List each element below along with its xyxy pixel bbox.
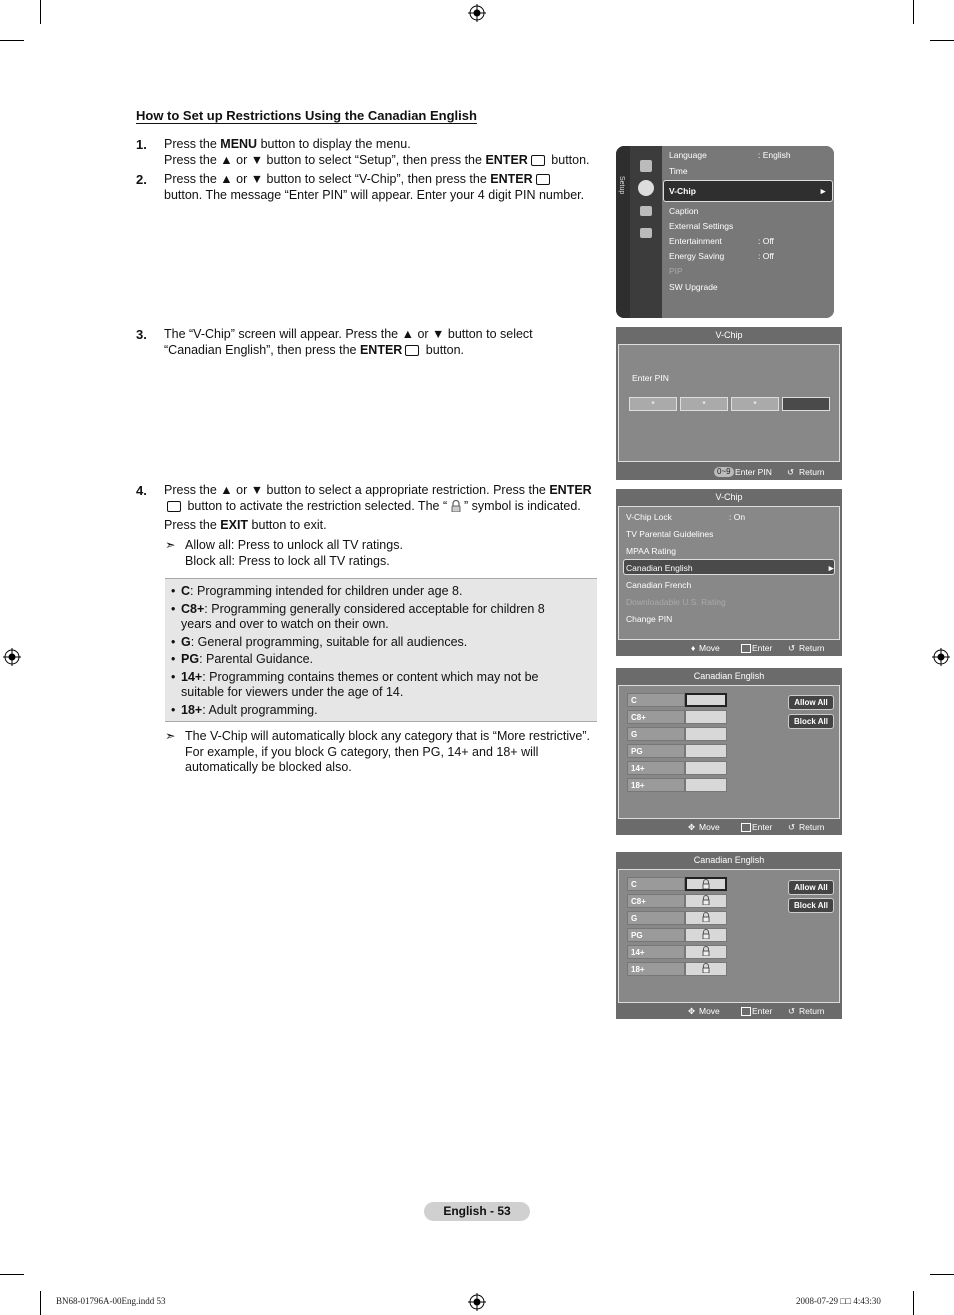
enter-icon — [405, 345, 419, 356]
allow-all-button[interactable]: Allow All — [788, 695, 834, 710]
canadian-english-locked-screen — [616, 852, 842, 1019]
return-icon: ↺ — [788, 1006, 796, 1016]
menu-item-tv-parental-guidelines[interactable]: TV Parental Guidelines — [626, 529, 714, 539]
selected-arrow-icon: ► — [827, 563, 836, 573]
crop-mark — [930, 40, 954, 41]
rating-lock-toggle[interactable] — [685, 894, 727, 908]
rating-label-g: G — [627, 727, 685, 741]
screen-footer: ♦ Move Enter ↺ Return — [616, 640, 842, 656]
lock-icon — [702, 929, 710, 939]
rating-label-c8: C8+ — [627, 894, 685, 908]
rating-lock-toggle[interactable] — [685, 727, 727, 741]
step-number: 4. — [136, 483, 147, 498]
lock-icon — [702, 963, 710, 973]
note-arrow-icon: ➣ — [165, 729, 176, 743]
ratings-definitions-box — [165, 578, 597, 722]
return-icon: ↺ — [787, 467, 795, 477]
step-number: 2. — [136, 172, 147, 187]
vchip-menu-screen: V-Chip V-Chip Lock : On TV Parental Guidelines MPAA Rating Canadian English ► Canadian French Downloadable U.S. Rating Change PIN ♦ Move Enter ↺ Return — [616, 489, 842, 656]
enter-pin-screen — [616, 327, 842, 480]
input-icon[interactable] — [640, 228, 652, 238]
menu-item-time[interactable]: Time — [669, 166, 688, 176]
menu-item-energy-saving[interactable]: Energy Saving — [669, 251, 725, 261]
menu-item-external-settings[interactable]: External Settings — [669, 221, 734, 231]
menu-item-canadian-english[interactable]: Canadian English — [626, 563, 693, 573]
note-arrow-icon: ➣ — [165, 538, 176, 552]
gear-icon[interactable] — [638, 180, 654, 196]
lock-icon — [451, 500, 461, 512]
menu-item-downloadable-us-rating: Downloadable U.S. Rating — [626, 597, 726, 607]
menu-item-pip: PIP — [669, 266, 683, 276]
crop-mark — [0, 40, 24, 41]
move-icon: ♦ — [691, 643, 696, 653]
list-item: • 18+: Adult programming. — [171, 703, 561, 719]
crop-mark — [40, 1291, 41, 1315]
rating-label-pg: PG — [627, 744, 685, 758]
move-icon: ✥ — [688, 822, 696, 832]
rating-label-c: C — [627, 877, 685, 891]
rating-lock-toggle[interactable] — [685, 693, 727, 707]
crop-mark — [930, 1274, 954, 1275]
registration-mark-icon — [932, 648, 950, 666]
timestamp-slug: 2008-07-29 □□ 4:43:30 — [796, 1296, 881, 1306]
rating-label-14: 14+ — [627, 761, 685, 775]
menu-item-sw-upgrade[interactable]: SW Upgrade — [669, 282, 718, 292]
menu-item-vchip-lock[interactable]: V-Chip Lock — [626, 512, 672, 522]
menu-item-change-pin[interactable]: Change PIN — [626, 614, 673, 624]
rating-label-c8: C8+ — [627, 710, 685, 724]
menu-item-language[interactable]: Language — [669, 150, 707, 160]
setup-menu-screen: Setup Language : English Time V-Chip ► Caption External Settings Entertainment : Off Energy Saving : Off PIP SW Upgrade — [616, 146, 834, 318]
pin-digit-field[interactable]: * — [731, 397, 779, 411]
enter-icon — [741, 644, 751, 653]
menu-item-mpaa-rating[interactable]: MPAA Rating — [626, 546, 676, 556]
list-item: • 14+: Programming contains themes or content which may not be suitable for viewers under the age of 14. — [171, 670, 561, 701]
allow-all-button[interactable]: Allow All — [788, 880, 834, 895]
registration-mark-icon — [468, 1293, 486, 1311]
enter-icon — [536, 174, 550, 185]
screen-title: Canadian English — [693, 855, 765, 865]
pin-digit-field-active[interactable] — [782, 397, 830, 411]
rating-lock-toggle[interactable] — [685, 877, 727, 891]
step-number: 3. — [136, 327, 147, 342]
rating-label-c: C — [627, 693, 685, 707]
registration-mark-icon — [468, 4, 486, 22]
rating-lock-toggle[interactable] — [685, 778, 727, 792]
section-title: How to Set up Restrictions Using the Canadian English — [136, 108, 477, 123]
step-number: 1. — [136, 137, 147, 152]
enter-icon — [531, 155, 545, 166]
picture-icon[interactable] — [640, 160, 652, 172]
rating-label-18: 18+ — [627, 778, 685, 792]
rating-lock-toggle[interactable] — [685, 911, 727, 925]
lock-icon — [702, 879, 710, 889]
menu-item-canadian-french[interactable]: Canadian French — [626, 580, 692, 590]
enter-icon — [741, 823, 751, 832]
rating-lock-toggle[interactable] — [685, 761, 727, 775]
enter-icon — [167, 501, 181, 512]
lock-icon — [702, 946, 710, 956]
pin-digit-field[interactable]: * — [629, 397, 677, 411]
lock-icon — [702, 895, 710, 905]
rating-lock-toggle[interactable] — [685, 962, 727, 976]
rating-lock-toggle[interactable] — [685, 945, 727, 959]
crop-mark — [0, 1274, 24, 1275]
menu-item-vchip[interactable]: V-Chip — [669, 186, 696, 196]
block-all-button[interactable]: Block All — [788, 714, 834, 729]
crop-mark — [913, 0, 914, 24]
channel-icon[interactable] — [640, 206, 652, 216]
menu-item-entertainment[interactable]: Entertainment — [669, 236, 722, 246]
rating-label-18: 18+ — [627, 962, 685, 976]
rating-lock-toggle[interactable] — [685, 928, 727, 942]
screen-footer: ✥ Move Enter ↺ Return — [616, 819, 842, 835]
return-icon: ↺ — [788, 822, 796, 832]
setup-side-label: Setup — [618, 176, 625, 195]
rating-label-g: G — [627, 911, 685, 925]
screen-title: V-Chip — [715, 492, 743, 502]
block-all-button[interactable]: Block All — [788, 898, 834, 913]
page-number: English - 53 — [424, 1202, 530, 1221]
enter-pin-prompt: Enter PIN — [632, 373, 669, 383]
list-item: • C: Programming intended for children under age 8. — [171, 584, 561, 600]
canadian-english-screen — [616, 668, 842, 835]
rating-label-14: 14+ — [627, 945, 685, 959]
rating-lock-toggle[interactable] — [685, 744, 727, 758]
rating-lock-toggle[interactable] — [685, 710, 727, 724]
enter-icon — [741, 1007, 751, 1016]
rating-label-pg: PG — [627, 928, 685, 942]
lock-icon — [702, 912, 710, 922]
pin-digit-field[interactable]: * — [680, 397, 728, 411]
list-item: • PG: Parental Guidance. — [171, 652, 561, 668]
return-icon: ↺ — [788, 643, 796, 653]
screen-title: V-Chip — [715, 330, 743, 340]
number-keys-icon: 0~9 — [714, 467, 734, 477]
move-icon: ✥ — [688, 1006, 696, 1016]
screen-footer: 0~9 Enter PIN ↺ Return — [616, 464, 842, 480]
file-slug: BN68-01796A-00Eng.indd 53 — [56, 1296, 166, 1306]
selected-arrow-icon: ► — [819, 186, 828, 196]
list-item: • C8+: Programming generally considered acceptable for children 8 years and over to watch on their own. — [171, 602, 561, 633]
crop-mark — [913, 1291, 914, 1315]
screen-footer: ✥ Move Enter ↺ Return — [616, 1003, 842, 1019]
crop-mark — [40, 0, 41, 24]
registration-mark-icon — [3, 648, 21, 666]
list-item: • G: General programming, suitable for all audiences. — [171, 635, 561, 651]
menu-item-caption[interactable]: Caption — [669, 206, 699, 216]
screen-title: Canadian English — [693, 671, 765, 681]
